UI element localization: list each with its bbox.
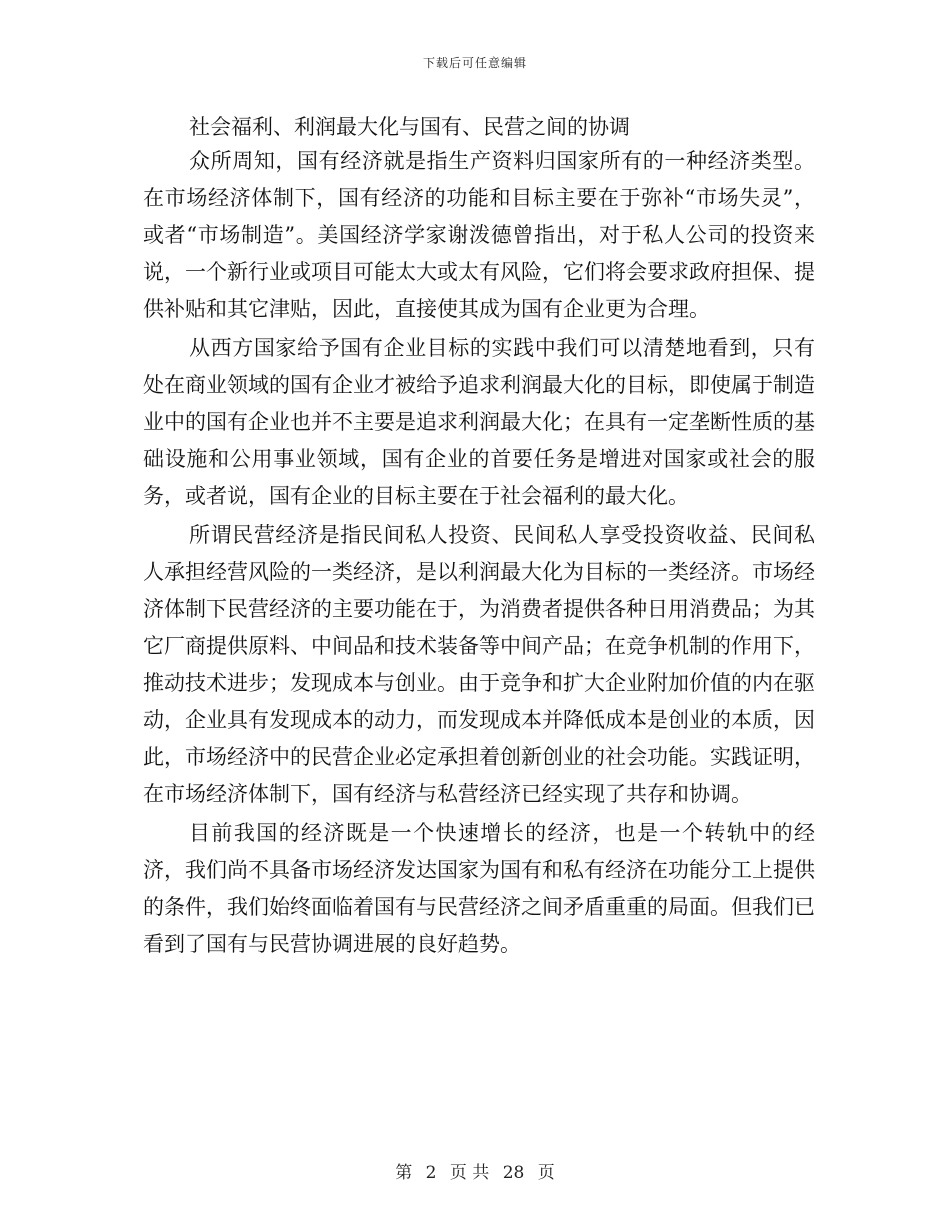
footer-current-page: 2: [425, 1163, 437, 1183]
page-header-note: 下载后可任意编辑: [422, 56, 527, 70]
page-number-footer: [0, 1158, 950, 1183]
footer-total-pages: 28: [502, 1163, 525, 1183]
paragraph-1: 众所周知，国有经济就是指生产资料归国家所有的一种经济类型。在市场经济体制下，国有经济的功能和目标主要在于弥补“市场失灵”，或者“市场制造”。美国经济学家谢泼德曾指出，对于私人公司的投资来说，一个新行业或项目可能太大或太有风险，它们将会要求政府担保、提供补贴和其它津贴，因此，直接使其成为国有企业更为合理。: [143, 149, 815, 321]
footer-middle: 页 共: [449, 1163, 490, 1183]
document-body: [143, 111, 815, 963]
footer-suffix: 页: [537, 1163, 555, 1183]
footer-prefix: 第: [395, 1163, 413, 1183]
paragraph-2: 从西方国家给予国有企业目标的实践中我们可以清楚地看到，只有处在商业领域的国有企业才被给予追求利润最大化的目标，即使属于制造业中的国有企业也并不主要是追求利润最大化；在具有一定垄断性质的基础设施和公用事业领域，国有企业的首要任务是增进对国家或社会的服务，或者说，国有企业的目标主要在于社会福利的最大化。: [143, 336, 815, 508]
paragraph-4: 目前我国的经济既是一个快速增长的经济，也是一个转轨中的经济，我们尚不具备市场经济发达国家为国有和私有经济在功能分工上提供的条件，我们始终面临着国有与民营经济之间矛盾重重的局面。但我们已看到了国有与民营协调进展的良好趋势。: [143, 821, 815, 956]
paragraph-3: 所谓民营经济是指民间私人投资、民间私人享受投资收益、民间私人承担经营风险的一类经济，是以利润最大化为目标的一类经济。市场经济体制下民营经济的主要功能在于，为消费者提供各种日用消费品；为其它厂商提供原料、中间品和技术装备等中间产品；在竞争机制的作用下，推动技术进步；发现成本与创业。由于竞争和扩大企业附加价值的内在驱动，企业具有发现成本的动力，而发现成本并降低成本是创业的本质，因此，市场经济中的民营企业必定承担着创新创业的社会功能。实践证明，在市场经济体制下，国有经济与私营经济已经实现了共存和协调。: [143, 523, 815, 806]
document-title: 社会福利、利润最大化与国有、民营之间的协调: [189, 115, 630, 139]
